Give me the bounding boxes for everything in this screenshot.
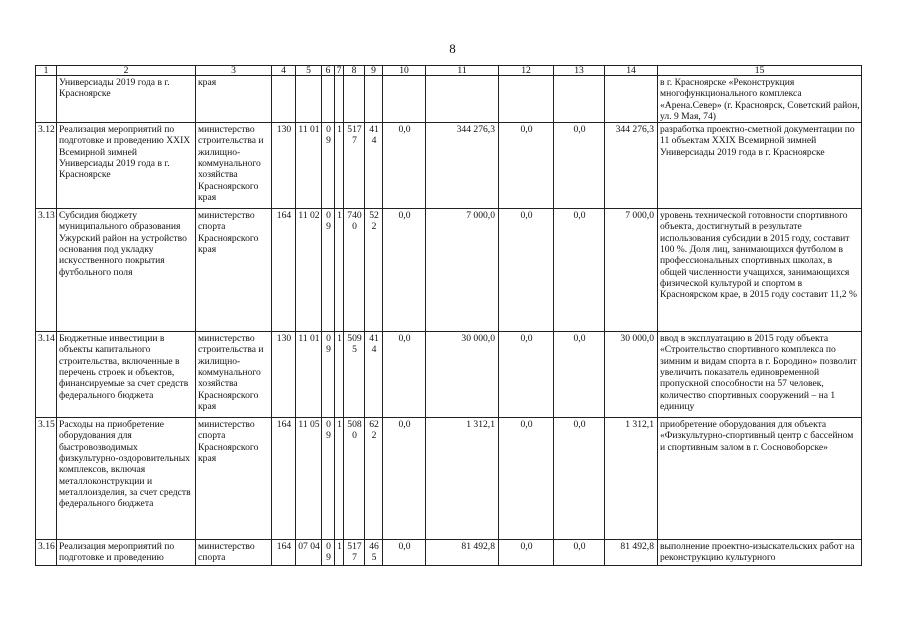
value-col-14-total: 1 312,1: [605, 418, 658, 540]
value-col-14-total: 344 276,3: [605, 123, 658, 209]
row-number: 3.14: [36, 332, 57, 418]
value-col-12: 0,0: [499, 332, 554, 418]
section-code: 11 05: [296, 418, 322, 540]
activity-name: Универсиады 2019 года в г. Красноярске: [57, 76, 196, 123]
grbs-code: [272, 76, 296, 123]
responsible-agency: министерство спорта: [196, 540, 272, 566]
column-header: 9: [365, 66, 383, 76]
column-header: 11: [426, 66, 499, 76]
value-col-10: [383, 76, 426, 123]
expected-result: выполнение проектно-изыскательских работ на реконструкцию культурного: [658, 540, 862, 566]
subprogram-code: 1: [335, 123, 344, 209]
table-row: [36, 418, 862, 540]
value-col-10: 0,0: [383, 123, 426, 209]
subprogram-code: [335, 76, 344, 123]
subprogram-code: 1: [335, 418, 344, 540]
section-code: 07 04: [296, 540, 322, 566]
value-col-12: 0,0: [499, 418, 554, 540]
table-row: [36, 332, 862, 418]
column-header: 8: [344, 66, 365, 76]
expense-type-code: 414: [365, 332, 383, 418]
subprogram-code: 1: [335, 209, 344, 332]
column-header: 3: [196, 66, 272, 76]
responsible-agency: министерство спорта Красноярского края: [196, 209, 272, 332]
column-number-header-row: [36, 66, 862, 76]
activity-name: Расходы на приобретение оборудования для быстровозводимых физкультурно-оздоровительных комплексов, включая металлоконструкции и металлоизделия, за счет средств федерального бюджета: [57, 418, 196, 540]
table-row: [36, 540, 862, 566]
target-item-code: 7400: [344, 209, 365, 332]
value-col-10: 0,0: [383, 332, 426, 418]
row-number: 3.13: [36, 209, 57, 332]
section-code: 11 01: [296, 332, 322, 418]
column-header: 12: [499, 66, 554, 76]
target-item-code: 5177: [344, 540, 365, 566]
value-col-12: 0,0: [499, 540, 554, 566]
grbs-code: 130: [272, 332, 296, 418]
value-col-10: 0,0: [383, 540, 426, 566]
value-col-11: 30 000,0: [426, 332, 499, 418]
table-row: [36, 76, 862, 123]
column-header: 7: [335, 66, 344, 76]
program-code: 09: [322, 540, 335, 566]
value-col-13: [554, 76, 605, 123]
column-header: 10: [383, 66, 426, 76]
value-col-12: 0,0: [499, 209, 554, 332]
expense-type-code: 522: [365, 209, 383, 332]
value-col-14-total: 81 492,8: [605, 540, 658, 566]
value-col-13: 0,0: [554, 332, 605, 418]
expected-result: приобретение оборудования для объекта «Физкультурно-спортивный центр с бассейном и спортивным залом в г. Сосновоборске»: [658, 418, 862, 540]
column-header: 15: [658, 66, 862, 76]
value-col-10: 0,0: [383, 418, 426, 540]
expected-result: в г. Красноярске «Реконструкция многофункционального комплекса «Арена.Север» (г. Красноярск, Советский район, ул. 9 Мая, 74): [658, 76, 862, 123]
value-col-11: 7 000,0: [426, 209, 499, 332]
value-col-12: [499, 76, 554, 123]
program-code: 09: [322, 418, 335, 540]
responsible-agency: министерство спорта Красноярского края: [196, 418, 272, 540]
value-col-11: 344 276,3: [426, 123, 499, 209]
expected-result: уровень технической готовности спортивного объекта, достигнутый в результате использования субсидии в 2015 году, составит 100 %. Доля лиц, занимающихся футболом в профессиональных спортивных школах, в общей численности учащихся, занимающихся физической культурой и спортом в Красноярском крае, в 2015 году составит 11,2 %: [658, 209, 862, 332]
value-col-13: 0,0: [554, 540, 605, 566]
activity-name: Реализация мероприятий по подготовке и проведению: [57, 540, 196, 566]
row-number: 3.15: [36, 418, 57, 540]
section-code: 11 01: [296, 123, 322, 209]
program-code: [322, 76, 335, 123]
value-col-14-total: [605, 76, 658, 123]
program-code: 09: [322, 332, 335, 418]
target-item-code: 5095: [344, 332, 365, 418]
subprogram-code: 1: [335, 540, 344, 566]
responsible-agency: края: [196, 76, 272, 123]
row-number: [36, 76, 57, 123]
row-number: 3.12: [36, 123, 57, 209]
section-code: 11 02: [296, 209, 322, 332]
program-code: 09: [322, 123, 335, 209]
column-header: 13: [554, 66, 605, 76]
value-col-14-total: 7 000,0: [605, 209, 658, 332]
value-col-12: 0,0: [499, 123, 554, 209]
responsible-agency: министерство строительства и жилищно-коммунального хозяйства Красноярского края: [196, 123, 272, 209]
table-row: [36, 123, 862, 209]
expense-type-code: 465: [365, 540, 383, 566]
value-col-11: 81 492,8: [426, 540, 499, 566]
program-activities-table: [35, 65, 862, 566]
expected-result: разработка проектно-сметной документации по 11 объектам XXIX Всемирной зимней Универсиады 2019 года в г. Красноярске: [658, 123, 862, 209]
expense-type-code: 622: [365, 418, 383, 540]
grbs-code: 164: [272, 418, 296, 540]
section-code: [296, 76, 322, 123]
grbs-code: 164: [272, 209, 296, 332]
target-item-code: 5080: [344, 418, 365, 540]
row-number: 3.16: [36, 540, 57, 566]
value-col-14-total: 30 000,0: [605, 332, 658, 418]
activity-name: Бюджетные инвестиции в объекты капитального строительства, включенные в перечень строек и объектов, финансируемые за счет средств федерального бюджета: [57, 332, 196, 418]
column-header: 2: [57, 66, 196, 76]
column-header: 5: [296, 66, 322, 76]
value-col-11: [426, 76, 499, 123]
page-number: 8: [449, 41, 456, 56]
value-col-13: 0,0: [554, 123, 605, 209]
expense-type-code: [365, 76, 383, 123]
grbs-code: 164: [272, 540, 296, 566]
value-col-13: 0,0: [554, 209, 605, 332]
expense-type-code: 414: [365, 123, 383, 209]
column-header: 14: [605, 66, 658, 76]
responsible-agency: министерство строительства и жилищно-коммунального хозяйства Красноярского края: [196, 332, 272, 418]
activity-name: Субсидия бюджету муниципального образования Ужурский район на устройство основания под укладку искусственного покрытия футбольного поля: [57, 209, 196, 332]
column-header: 6: [322, 66, 335, 76]
activity-name: Реализация мероприятий по подготовке и проведению XXIX Всемирной зимней Универсиады 2019 года в г. Красноярске: [57, 123, 196, 209]
subprogram-code: 1: [335, 332, 344, 418]
column-header: 1: [36, 66, 57, 76]
grbs-code: 130: [272, 123, 296, 209]
column-header: 4: [272, 66, 296, 76]
target-item-code: [344, 76, 365, 123]
value-col-13: 0,0: [554, 418, 605, 540]
program-code: 09: [322, 209, 335, 332]
value-col-10: 0,0: [383, 209, 426, 332]
target-item-code: 5177: [344, 123, 365, 209]
table-row: [36, 209, 862, 332]
expected-result: ввод в эксплуатацию в 2015 году объекта «Строительство спортивного комплекса по зимним и видам спорта в г. Бородино» позволит увеличить показатель единовременной пропускной способности на 57 человек, количество спортивных сооружений – на 1 единицу: [658, 332, 862, 418]
value-col-11: 1 312,1: [426, 418, 499, 540]
